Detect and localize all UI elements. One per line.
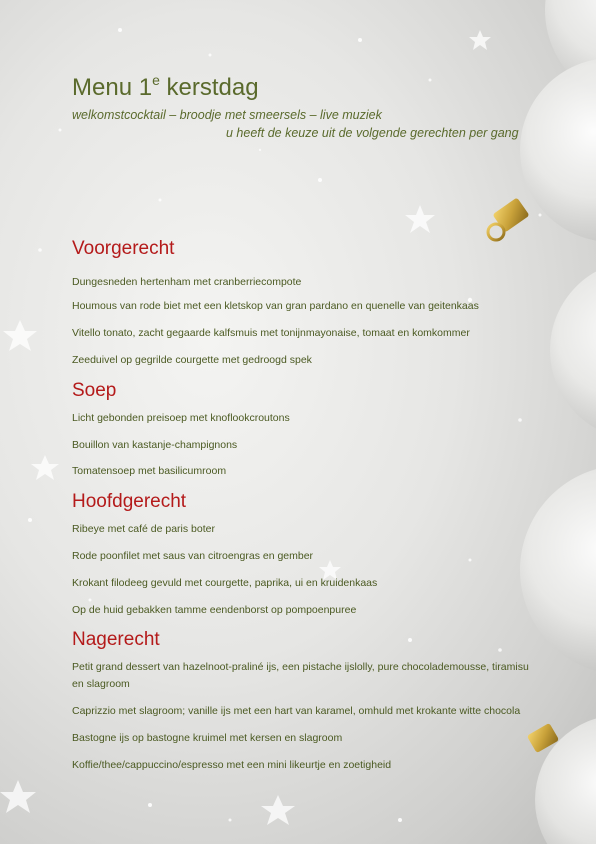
menu-item: Petit grand dessert van hazelnoot-praliné ijs, een pistache ijslolly, pure chocolademousse, tiramisu en slagroom: [72, 661, 529, 690]
menu-item: Koffie/thee/cappuccino/espresso met een mini likeurtje en zoetigheid: [72, 759, 392, 771]
menu-item: Caprizzio met slagroom; vanille ijs met een hart van karamel, omhuld met krokante witte chocola: [72, 705, 521, 717]
section-heading-voorgerecht: Voorgerecht: [72, 238, 175, 259]
menu-item: Houmous van rode biet met een kletskop van gran pardano en quenelle van geitenkaas: [72, 300, 479, 312]
menu-item: Tomatensoep met basilicumroom: [72, 465, 227, 477]
subtitle-welcome: welkomstcocktail – broodje met smeersels – live muziek: [72, 108, 382, 122]
menu-item: Rode poonfilet met saus van citroengras en gember: [72, 550, 314, 562]
page-title: Menu 1e kerstdag: [72, 72, 259, 101]
menu-item: Krokant filodeeg gevuld met courgette, paprika, ui en kruidenkaas: [72, 577, 378, 589]
menu-item: Vitello tonato, zacht gegaarde kalfsmuis met tonijnmayonaise, tomaat en komkommer: [72, 327, 470, 339]
bauble-ornament-icon: [520, 465, 596, 675]
subtitle-choice: u heeft de keuze uit de volgende gerechten per gang: [226, 126, 519, 140]
section-heading-hoofdgerecht: Hoofdgerecht: [72, 491, 187, 512]
menu-item: Dungesneden hertenham met cranberriecompote: [72, 276, 302, 288]
bauble-ornament-icon: [527, 715, 596, 844]
bauble-ornament-icon: [488, 58, 596, 242]
section-heading-soep: Soep: [72, 380, 117, 401]
menu-item: Zeeduivel op gegrilde courgette met gedroogd spek: [72, 354, 312, 366]
menu-item: Ribeye met café de paris boter: [72, 523, 215, 535]
menu-item: Licht gebonden preisoep met knoflookcroutons: [72, 412, 290, 424]
menu-item: Bastogne ijs op bastogne kruimel met kersen en slagroom: [72, 732, 343, 744]
section-heading-nagerecht: Nagerecht: [72, 629, 160, 650]
menu-item: Bouillon van kastanje-champignons: [72, 439, 238, 451]
bauble-ornament-icon: [550, 260, 596, 440]
menu-item: Op de huid gebakken tamme eendenborst op pompoenpuree: [72, 604, 357, 616]
